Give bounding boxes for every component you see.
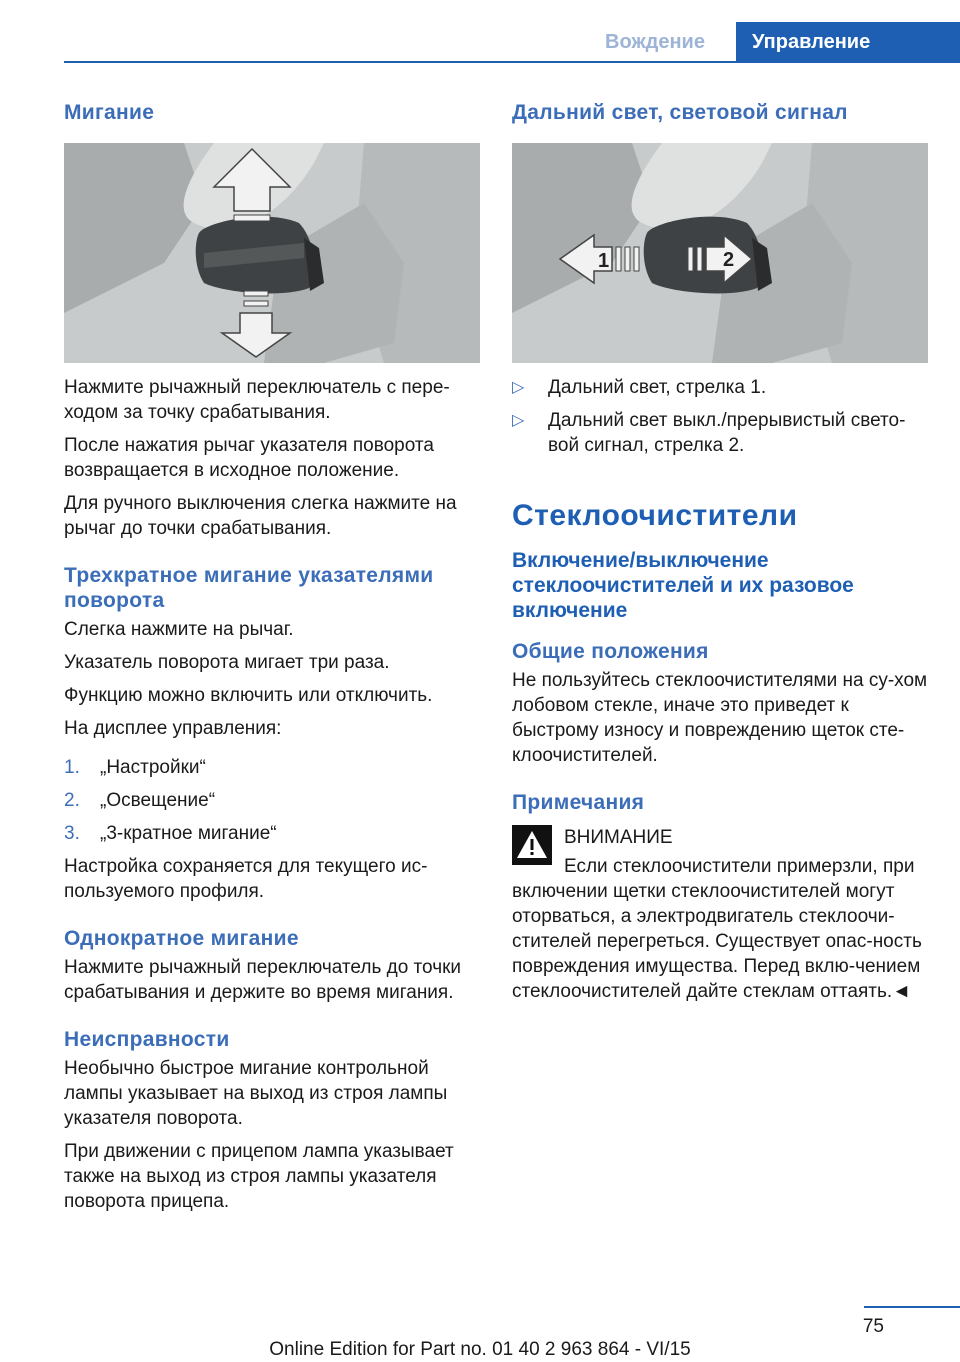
- paragraph: Указатель поворота мигает три раза.: [64, 652, 390, 673]
- bullet-text: Дальний свет, стрелка 1.: [548, 377, 767, 398]
- paragraph: После нажатия рычаг указателя поворота возвращается в исходное положение.: [64, 435, 434, 481]
- step-text: „Настройки“: [100, 757, 206, 778]
- bullet-text: Дальний свет выкл./прерывистый свето‐вой сигнал, стрелка 2.: [548, 410, 906, 456]
- section-title-notes: Примечания: [512, 791, 645, 814]
- high-beam-list: [512, 375, 928, 458]
- arrow-label-2: 2: [723, 249, 735, 271]
- paragraph: Функцию можно включить или отключить.: [64, 685, 433, 706]
- footer-rule: [864, 1306, 960, 1308]
- step-number: 3.: [64, 823, 80, 844]
- list-item: [64, 821, 480, 846]
- arrow-label-1: 1: [598, 250, 610, 272]
- paragraph: Не пользуйтесь стеклоочистителями на су‐хом лобовом стекле, иначе это приведет к быстрому износу и повреждению щеток сте‐клоочистителей.: [512, 670, 928, 766]
- paragraph: Нажмите рычажный переключатель с пере‐ходом за точку срабатывания.: [64, 377, 450, 423]
- paragraph: На дисплее управления:: [64, 718, 282, 739]
- section-title-blinking: Мигание: [64, 101, 155, 124]
- list-item: [512, 375, 928, 400]
- left-column: [64, 100, 480, 1222]
- right-column: [512, 100, 928, 1012]
- turn-signal-figure: [64, 143, 480, 363]
- section-title-single-blink: Однократное мигание: [64, 927, 299, 950]
- warning-text: [512, 854, 928, 1004]
- paragraph: Необычно быстрое мигание контрольной лампы указывает на выход из строя лампы указателя поворота.: [64, 1058, 448, 1129]
- edition-footer: Online Edition for Part no. 01 40 2 963 864 - VI/15: [269, 1339, 691, 1360]
- section-title-high-beam: Дальний свет, световой сигнал: [512, 101, 848, 124]
- step-number: 1.: [64, 757, 80, 778]
- settings-steps-list: [64, 755, 480, 846]
- warning-triangle-icon: [512, 825, 552, 865]
- section-title-wiper-switching: Включение/выключение стеклоочистителей и их разовое включение: [512, 549, 854, 622]
- paragraph: Настройка сохраняется для текущего ис‐пользуемого профиля.: [64, 856, 428, 902]
- tab-controls[interactable]: Управление: [736, 22, 960, 62]
- list-item: [512, 408, 928, 458]
- page-number: 75: [862, 1316, 884, 1337]
- list-item: [64, 755, 480, 780]
- paragraph: Нажмите рычажный переключатель до точки срабатывания и держите во время мигания.: [64, 957, 462, 1003]
- paragraph: При движении с прицепом лампа указывает также на выход из строя лампы указателя поворота прицепа.: [64, 1141, 454, 1212]
- step-number: 2.: [64, 790, 80, 811]
- section-title-malfunctions: Неисправности: [64, 1028, 230, 1051]
- high-beam-figure: [512, 143, 928, 363]
- section-title-triple-blink: Трехкратное мигание указателями поворота: [64, 564, 434, 612]
- paragraph: Слегка нажмите на рычаг.: [64, 619, 294, 640]
- list-item: [64, 788, 480, 813]
- tab-driving[interactable]: Вождение: [605, 31, 705, 53]
- paragraph: Для ручного выключения слегка нажмите на рычаг до точки срабатывания.: [64, 493, 457, 539]
- turn-signal-illustration: [64, 143, 480, 363]
- step-text: „Освещение“: [100, 790, 216, 811]
- warning-block: [512, 823, 928, 1004]
- step-text: „3-кратное мигание“: [100, 823, 277, 844]
- triangle-bullet-icon: ▷: [512, 379, 525, 396]
- chapter-title-wipers: Стеклоочистители: [512, 499, 798, 532]
- warning-title: ВНИМАНИЕ: [564, 827, 673, 848]
- section-title-general: Общие положения: [512, 640, 709, 663]
- triangle-bullet-icon: ▷: [512, 412, 525, 429]
- high-beam-illustration: [512, 143, 928, 363]
- warning-text-content: Если стеклоочистители примерзли, при включении щетки стеклоочистителей могут оторваться, а электродвигатель стеклоочи‐стителей перегреться. Существует опас‐ность повреждения имущества. Перед вклю‐чением стеклоочистителей дайте стеклам оттаять.◄: [512, 856, 922, 1002]
